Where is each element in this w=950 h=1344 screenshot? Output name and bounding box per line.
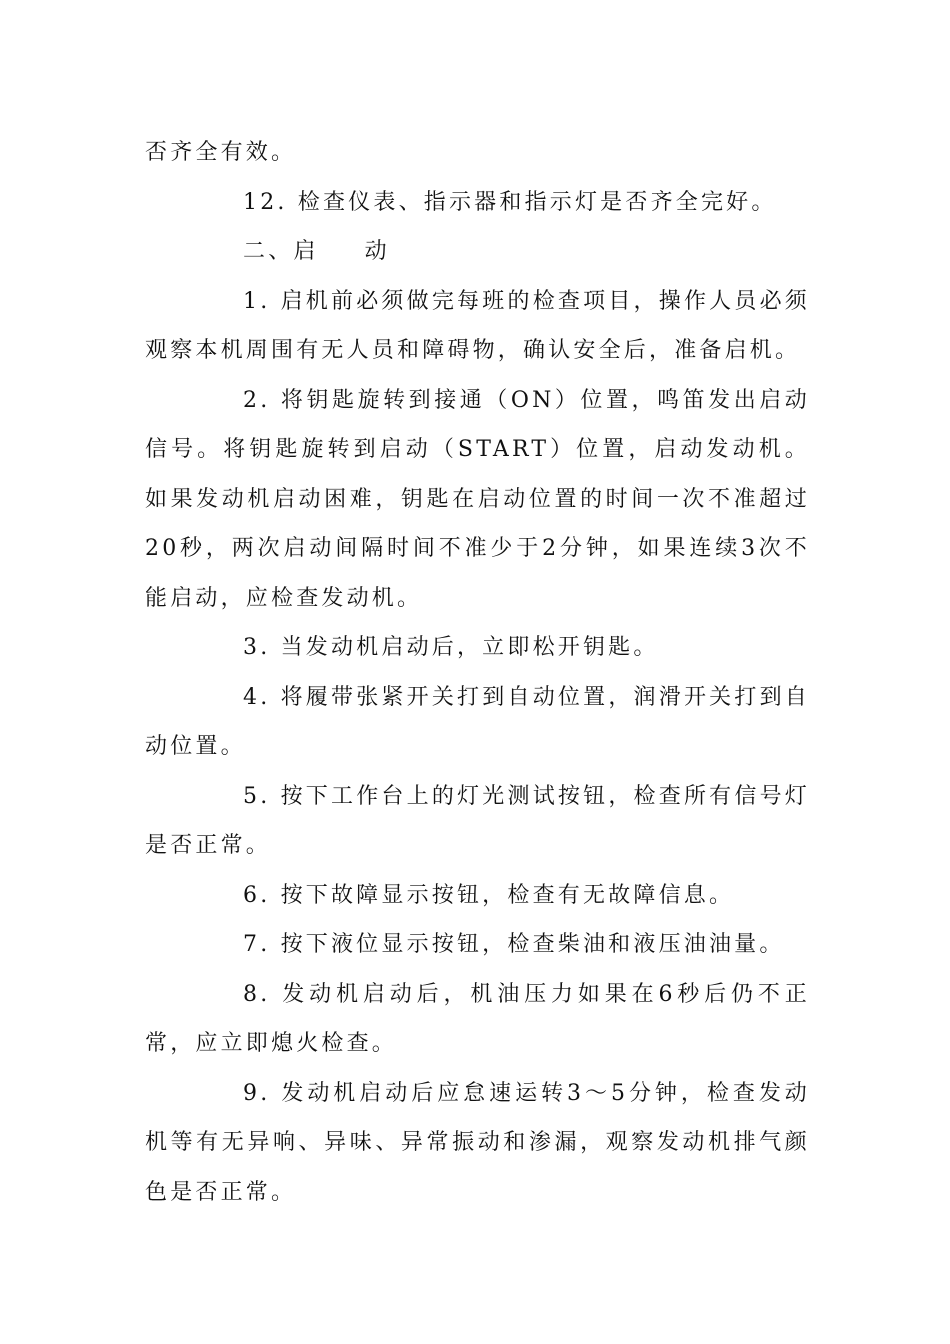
document-body — [145, 128, 810, 1217]
section-heading-suffix: 动 — [364, 239, 390, 264]
section-heading — [145, 227, 810, 277]
paragraph-item-3: 3. 当发动机启动后，立即松开钥匙。 — [243, 635, 659, 660]
paragraph-item-7: 7. 按下液位显示按钮，检查柴油和液压油油量。 — [243, 932, 785, 957]
paragraph-item-9: 9. 发动机启动后应怠速运转3～5分钟，检查发动机等有无异响、异味、异常振动和渗漏，观察发动机排气颜色是否正常。 — [145, 1080, 810, 1205]
paragraph-item-6: 6. 按下故障显示按钮，检查有无故障信息。 — [243, 882, 735, 908]
paragraph-item-12: 12. 检查仪表、指示器和指示灯是否齐全完好。 — [243, 189, 777, 215]
paragraph-item-2: 2. 将钥匙旋转到接通（ON）位置，鸣笛发出启动信号。将钥匙旋转到启动（START）位置，启动发动机。如果发动机启动困难，钥匙在启动位置的时间一次不准超过20秒，两次启动间隔时间不准少于2分钟，如果连续3次不能启动，应检查发动机。 — [145, 387, 810, 611]
section-heading-prefix: 二、启 — [243, 239, 319, 264]
paragraph-item-8: 8. 发动机启动后，机油压力如果在6秒后仍不正常，应立即熄火检查。 — [145, 981, 810, 1056]
paragraph-item-4: 4. 将履带张紧开关打到自动位置，润滑开关打到自动位置。 — [145, 684, 810, 759]
paragraph-item-1: 1. 启机前必须做完每班的检查项目，操作人员必须观察本机周围有无人员和障碍物，确认安全后，准备启机。 — [145, 288, 810, 363]
paragraph-item-5: 5. 按下工作台上的灯光测试按钮，检查所有信号灯是否正常。 — [145, 783, 810, 858]
paragraph-continued: 否齐全有效。 — [145, 140, 297, 165]
